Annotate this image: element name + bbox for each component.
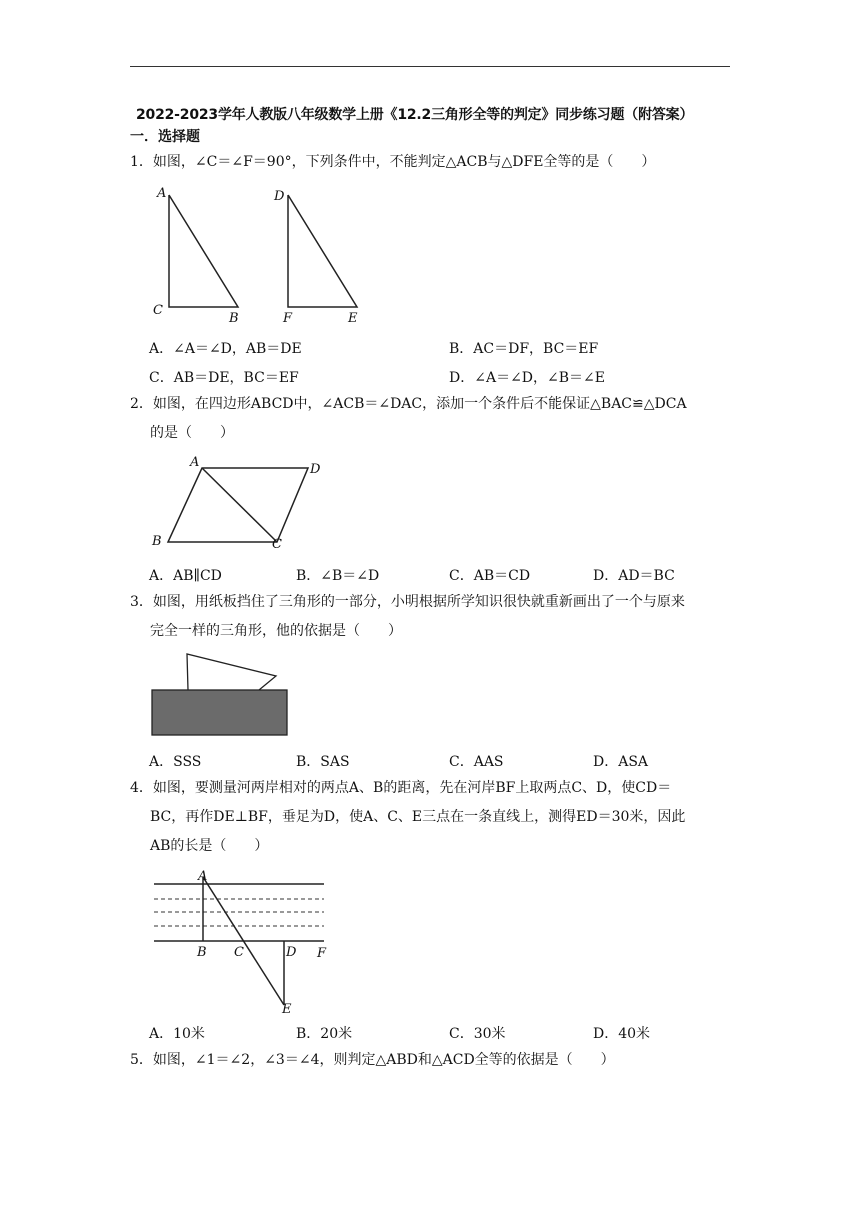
label-d: D <box>310 462 321 477</box>
option-3a-label: A．SSS <box>149 754 202 770</box>
question-text: 如图，用纸板挡住了三角形的一部分，小明根据所学知识很快就重新画出了一个与原来 <box>152 594 685 610</box>
label-b: B <box>229 311 239 326</box>
label-e: E <box>348 311 358 326</box>
question-1 <box>130 148 655 176</box>
option-4d[interactable]: D．40米 <box>593 1026 651 1042</box>
question-number: 5． <box>130 1052 153 1068</box>
option-3d[interactable] <box>593 751 648 771</box>
option-1c[interactable]: C．AB＝DE，BC＝EF <box>149 370 299 386</box>
question-number: 4． <box>130 780 153 796</box>
question-text: 如图，要测量河两岸相对的两点A、B的距离，先在河岸BF上取两点C、D，使CD＝ <box>152 780 672 796</box>
question-3 <box>130 588 685 616</box>
header-rule <box>130 66 730 67</box>
question-number: 3． <box>130 594 153 610</box>
option-2a[interactable]: A．AB∥CD <box>149 568 222 584</box>
option-4b[interactable]: B．20米 <box>296 1026 353 1042</box>
figure-river <box>150 865 340 1015</box>
question-4-line-2: BC，再作DE⊥BF，垂足为D，使A、C、E三点在一条直线上，测得ED＝30米，因此 <box>150 809 686 825</box>
cardboard-cover <box>152 690 287 735</box>
option-3a[interactable] <box>149 751 201 771</box>
label-c: C <box>234 945 244 960</box>
triangle-dfe <box>288 195 357 307</box>
page-title: 2022-2023学年人教版八年级数学上册《12.2三角形全等的判定》同步练习题（附答案） <box>136 107 694 123</box>
question-text: 如图，∠1＝∠2，∠3＝∠4，则判定△ABD和△ACD全等的依据是（ ） <box>152 1052 615 1068</box>
partial-triangle <box>187 654 276 690</box>
option-3d-label: D．ASA <box>593 754 649 770</box>
question-text: 如图，∠C＝∠F＝90°，下列条件中，不能判定△ACB与△DFE全等的是（ ） <box>152 154 656 170</box>
label-a: A <box>190 455 200 470</box>
option-4a[interactable]: A．10米 <box>149 1026 205 1042</box>
label-b: B <box>197 945 207 960</box>
question-4 <box>130 774 671 802</box>
option-2d[interactable]: D．AD＝BC <box>593 568 675 584</box>
label-c: C <box>272 537 282 552</box>
section-heading: 一．选择题 <box>130 129 200 145</box>
option-1a[interactable]: A．∠A＝∠D，AB＝DE <box>149 341 302 357</box>
question-4-line-3: AB的长是（ ） <box>150 838 269 854</box>
diagonal-ac <box>202 468 277 542</box>
option-1d[interactable]: D．∠A＝∠D，∠B＝∠E <box>449 370 605 386</box>
question-5 <box>130 1046 615 1074</box>
question-2-line-2: 的是（ ） <box>150 425 234 441</box>
figure-parallelogram <box>145 450 345 560</box>
label-b: B <box>152 534 162 549</box>
question-text: 如图，在四边形ABCD中，∠ACB＝∠DAC，添加一个条件后不能保证△BAC≌△DCA <box>152 396 687 412</box>
label-a: A <box>198 869 208 884</box>
option-2c[interactable]: C．AB＝CD <box>449 568 531 584</box>
label-d: D <box>274 189 285 204</box>
label-d: D <box>286 945 297 960</box>
label-c: C <box>153 303 163 318</box>
quadrilateral-abcd <box>168 468 308 542</box>
option-2b[interactable]: B．∠B＝∠D <box>296 568 380 584</box>
question-3-line-2: 完全一样的三角形，他的依据是（ ） <box>150 623 402 639</box>
question-number: 1． <box>130 154 153 170</box>
option-3b-label: B．SAS <box>296 754 350 770</box>
option-4c[interactable]: C．30米 <box>449 1026 506 1042</box>
label-f: F <box>317 946 327 961</box>
question-2 <box>130 390 687 418</box>
option-3c[interactable] <box>449 751 504 771</box>
figure-covered-triangle <box>150 650 295 740</box>
option-1b[interactable]: B．AC＝DF，BC＝EF <box>449 341 599 357</box>
label-f: F <box>283 311 293 326</box>
option-3c-label: C．AAS <box>449 754 504 770</box>
figure-right-triangles <box>140 180 380 330</box>
question-number: 2． <box>130 396 153 412</box>
label-a: A <box>157 186 167 201</box>
label-e: E <box>282 1002 292 1017</box>
option-3b[interactable] <box>296 751 350 771</box>
triangle-acb <box>169 195 238 307</box>
